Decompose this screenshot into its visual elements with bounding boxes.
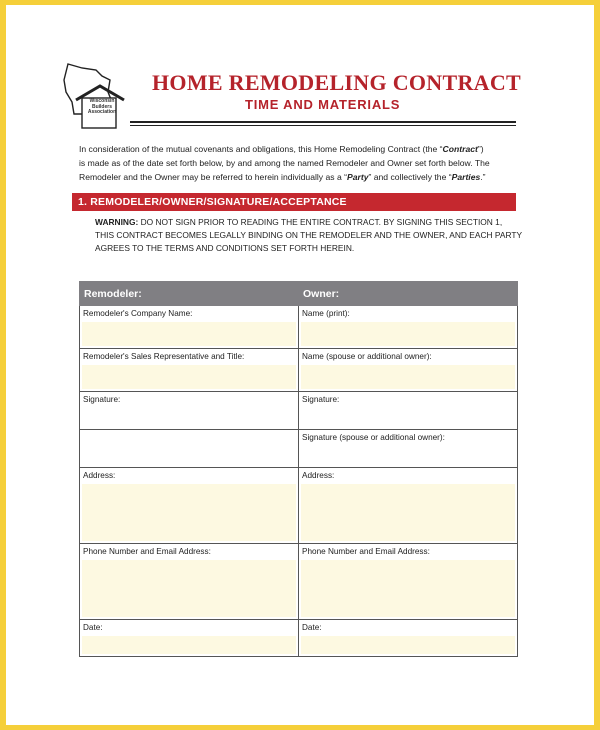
remodeler-column-header: Remodeler:	[80, 282, 299, 306]
owner-signature-field[interactable]: Signature:	[299, 392, 518, 430]
owner-name-field[interactable]: Name (print):	[299, 306, 518, 349]
signature-form-table	[79, 281, 518, 657]
remodeler-company-field[interactable]: Remodeler's Company Name:	[80, 306, 299, 349]
warning-paragraph: WARNING: DO NOT SIGN PRIOR TO READING THE ENTIRE CONTRACT. BY SIGNING THIS SECTION 1, THIS CONTRACT BECOMES LEGALLY BINDING ON THE REMODELER AND THE OWNER, AND EACH PARTY AGREES TO THE TERMS AND CONDITIONS SET FORTH HEREIN.	[95, 217, 523, 253]
remodeler-address-field[interactable]: Address:	[80, 468, 299, 544]
owner-date-field[interactable]: Date:	[299, 620, 518, 657]
remodeler-phone-email-field[interactable]: Phone Number and Email Address:	[80, 544, 299, 620]
remodeler-signature-field[interactable]: Signature:	[80, 392, 299, 430]
owner-spouse-signature-field[interactable]: Signature (spouse or additional owner):	[299, 430, 518, 468]
owner-phone-email-field[interactable]: Phone Number and Email Address:	[299, 544, 518, 620]
logo-text: Wisconsin Builders Association	[87, 98, 117, 115]
document-title: HOME REMODELING CONTRACT	[152, 70, 521, 95]
header-rule-thick	[130, 121, 516, 123]
remodeler-rep-field[interactable]: Remodeler's Sales Representative and Title:	[80, 349, 299, 392]
wisconsin-builders-logo-icon	[60, 62, 128, 132]
document-subtitle: TIME AND MATERIALS	[245, 97, 401, 112]
section-1-heading: 1. REMODELER/OWNER/SIGNATURE/ACCEPTANCE	[72, 193, 516, 211]
owner-column-header: Owner:	[299, 282, 518, 306]
intro-paragraph: In consideration of the mutual covenants and obligations, this Home Remodeling Contract (the “Contract”) is made as of the date set forth below, by and among the named Remodeler and Owner set forth below. The Remodeler and the Owner may be referred to herein individually as a “Party” and collectively the “Parties.”	[79, 144, 490, 182]
remodeler-date-field[interactable]: Date:	[80, 620, 299, 657]
header-rule-thin	[130, 125, 516, 126]
remodeler-empty-cell	[80, 430, 299, 468]
owner-address-field[interactable]: Address:	[299, 468, 518, 544]
owner-spouse-name-field[interactable]: Name (spouse or additional owner):	[299, 349, 518, 392]
